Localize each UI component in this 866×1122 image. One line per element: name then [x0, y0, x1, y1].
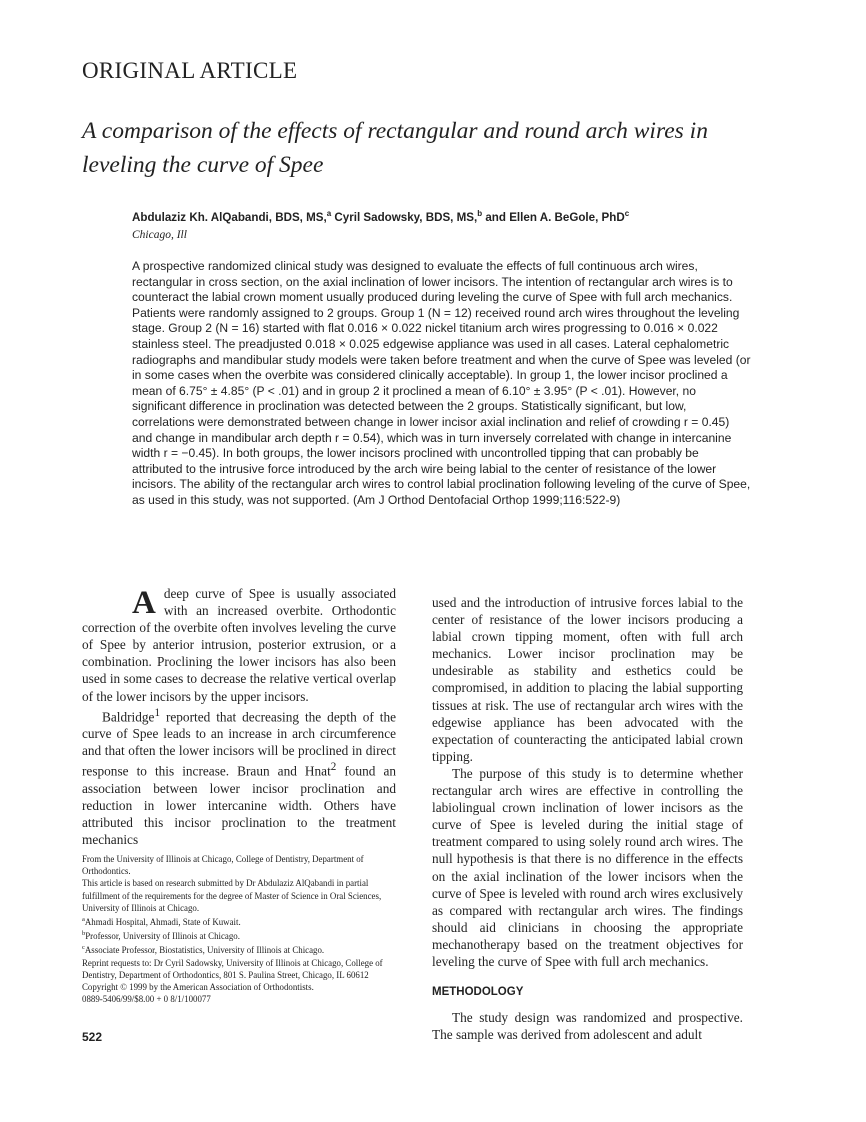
footnotes — [82, 853, 398, 1005]
paragraph-text: found an association between lower incisor proclination and reduction in lower intercanine width. Others have attributed this incisor proclination to the treatment mechanics — [82, 763, 396, 848]
footnote-marker: b — [82, 930, 86, 938]
reference-marker[interactable]: 1 — [154, 706, 160, 719]
drop-cap: A — [132, 585, 156, 621]
author-3-affiliation: c — [624, 209, 630, 218]
abstract: A prospective randomized clinical study was designed to evaluate the effects of full continuous arch wires, rectangular in cross section, on the axial inclination of lower incisors. The intention of rectangular arch wires is to counteract the labial crown moment usually produced during leveling the curve of Spee with full arch mechanics. Patients were randomly assigned to 2 groups. Group 1 (N = 12) received round arch wires throughout the leveling stage. Group 2 (N = 16) started with flat 0.016 × 0.022 nickel titanium arch wires progressing to 0.016 × 0.022 stainless steel. The preadjusted 0.018 × 0.025 edgewise appliance was used in all cases. Lateral cephalometric radiographs and mandibular study models were taken before treatment and when the curve of Spee was leveled (or in some cases when the overbite was considered clinically acceptable). In group 1, the lower incisor proclined a mean of 6.75° ± 4.85° (P < .01) and in group 2 it proclined a mean of 6.10° ± 3.95° (P < .01). However, no significant difference in proclination was detected between the 2 groups. Statistically significant, but low, correlations were demonstrated between change in lower incisor axial inclination and relief of crowding r = 0.45) and change in mandibular arch depth r = 0.54), which was in turn inversely correlated with change in intercanine width r = −0.45). In both groups, the lower incisors proclined with uncontrolled tipping that can probably be attributed to the intrusive force introduced by the arch wire being labial to the center of resistance of the lower incisors. The ability of the rectangular arch wires to control labial proclination following leveling of the curve of Spee, as used in this study, was not supported. (Am J Orthod Dentofacial Orthop 1999;116:522-9) — [132, 259, 751, 507]
footnote — [82, 928, 398, 942]
footnote: Copyright © 1999 by the American Association of Orthodontists. — [82, 981, 314, 992]
page-number: 522 — [82, 1030, 103, 1044]
author-1: Abdulaziz Kh. AlQabandi, BDS, MS, — [132, 210, 327, 224]
footnote: 0889-5406/99/$8.00 + 0 8/1/100077 — [82, 994, 211, 1005]
section-label: ORIGINAL ARTICLE — [82, 58, 298, 83]
body-paragraph: used and the introduction of intrusive forces labial to the center of resistance of the lower incisors producing a labial crown tipping moment, often with full arch mechanics. Lower incisor proclination may be undesirable as stability and esthetics could be compromised, in addition to placing the labial supporting tissues at risk. The use of rectangular arch wires with the edgewise appliance has been advocated with the expectation of counteracting the anticipated labial crown tipping. — [432, 595, 743, 764]
author-2: Cyril Sadowsky, BDS, MS, — [331, 210, 478, 224]
article-title: A comparison of the effects of rectangular and round arch wires in leveling the curve of Spee — [82, 118, 708, 178]
footnote: This article is based on research submitted by Dr Abdulaziz AlQabandi in partial fulfillment of the requirements for the degree of Master of Science in Oral Sciences, University of Illinois at Chicago. — [82, 878, 382, 913]
body-column-left — [82, 585, 396, 848]
paragraph-text: reported that decreasing the depth of the curve of Spee leads to an increase in arch circumference and that often the lower incisors will be proclined in direct response to this increase. Braun and Hnat — [82, 709, 396, 779]
footnote — [82, 942, 398, 956]
methodology-heading: METHODOLOGY — [432, 986, 524, 999]
author-3: and Ellen A. BeGole, PhD — [482, 210, 625, 224]
footnote: Reprint requests to: Dr Cyril Sadowsky, University of Illinois at Chicago, College of Dentistry, Department of Orthodontics, 801 S. Paulina Street, Chicago, IL 60612 — [82, 957, 383, 980]
footnote: From the University of Illinois at Chicago, College of Dentistry, Department of Orthodontics. — [82, 854, 364, 877]
footnote-text: Professor, University of Illinois at Chicago. — [85, 931, 240, 942]
footnote-text: Associate Professor, Biostatistics, University of Illinois at Chicago. — [84, 945, 325, 956]
body-paragraph: The study design was randomized and prospective. The sample was derived from adolescent and adult — [432, 1010, 743, 1043]
reference-marker[interactable]: 2 — [330, 761, 337, 774]
body-paragraph — [82, 705, 396, 849]
body-paragraph — [82, 585, 396, 705]
paragraph-text: deep curve of Spee is usually associated with an increased overbite. Orthodontic correction of the overbite often involves leveling the curve of Spee by anterior intrusion, posterior extrusion, or a combination. Proclining the lower incisors has also been used in some cases to decrease the relative vertical overlap of the lower incisors by the upper incisors. — [82, 586, 396, 704]
author-location: Chicago, Ill — [132, 229, 187, 241]
author-2-affiliation: b — [477, 209, 483, 218]
footnote-text: Ahmadi Hospital, Ahmadi, State of Kuwait. — [84, 916, 241, 927]
body-column-right — [432, 594, 743, 1043]
author-1-affiliation: a — [326, 209, 332, 218]
footnote-marker: c — [82, 944, 85, 952]
body-paragraph: The purpose of this study is to determine whether rectangular arch wires are effective in controlling the labiolingual crown inclination of lower incisors as the curve of Spee is leveled during the initial stage of treatment compared to using solely round arch wires. The null hypothesis is that there is no difference in the effects on the axial inclination of the lower incisors when the curve of Spee is leveled with round arch wires exclusively as compared with rectangular arch wires. The findings should aid clinicians in choosing the appropriate mechanotherapy based on the treatment objectives for leveling the curve of Spee with full arch mechanics. — [432, 765, 743, 969]
author-list — [132, 209, 629, 224]
citation-author: Baldridge — [102, 709, 155, 725]
footnote-marker: a — [82, 916, 85, 924]
footnote — [82, 914, 398, 928]
